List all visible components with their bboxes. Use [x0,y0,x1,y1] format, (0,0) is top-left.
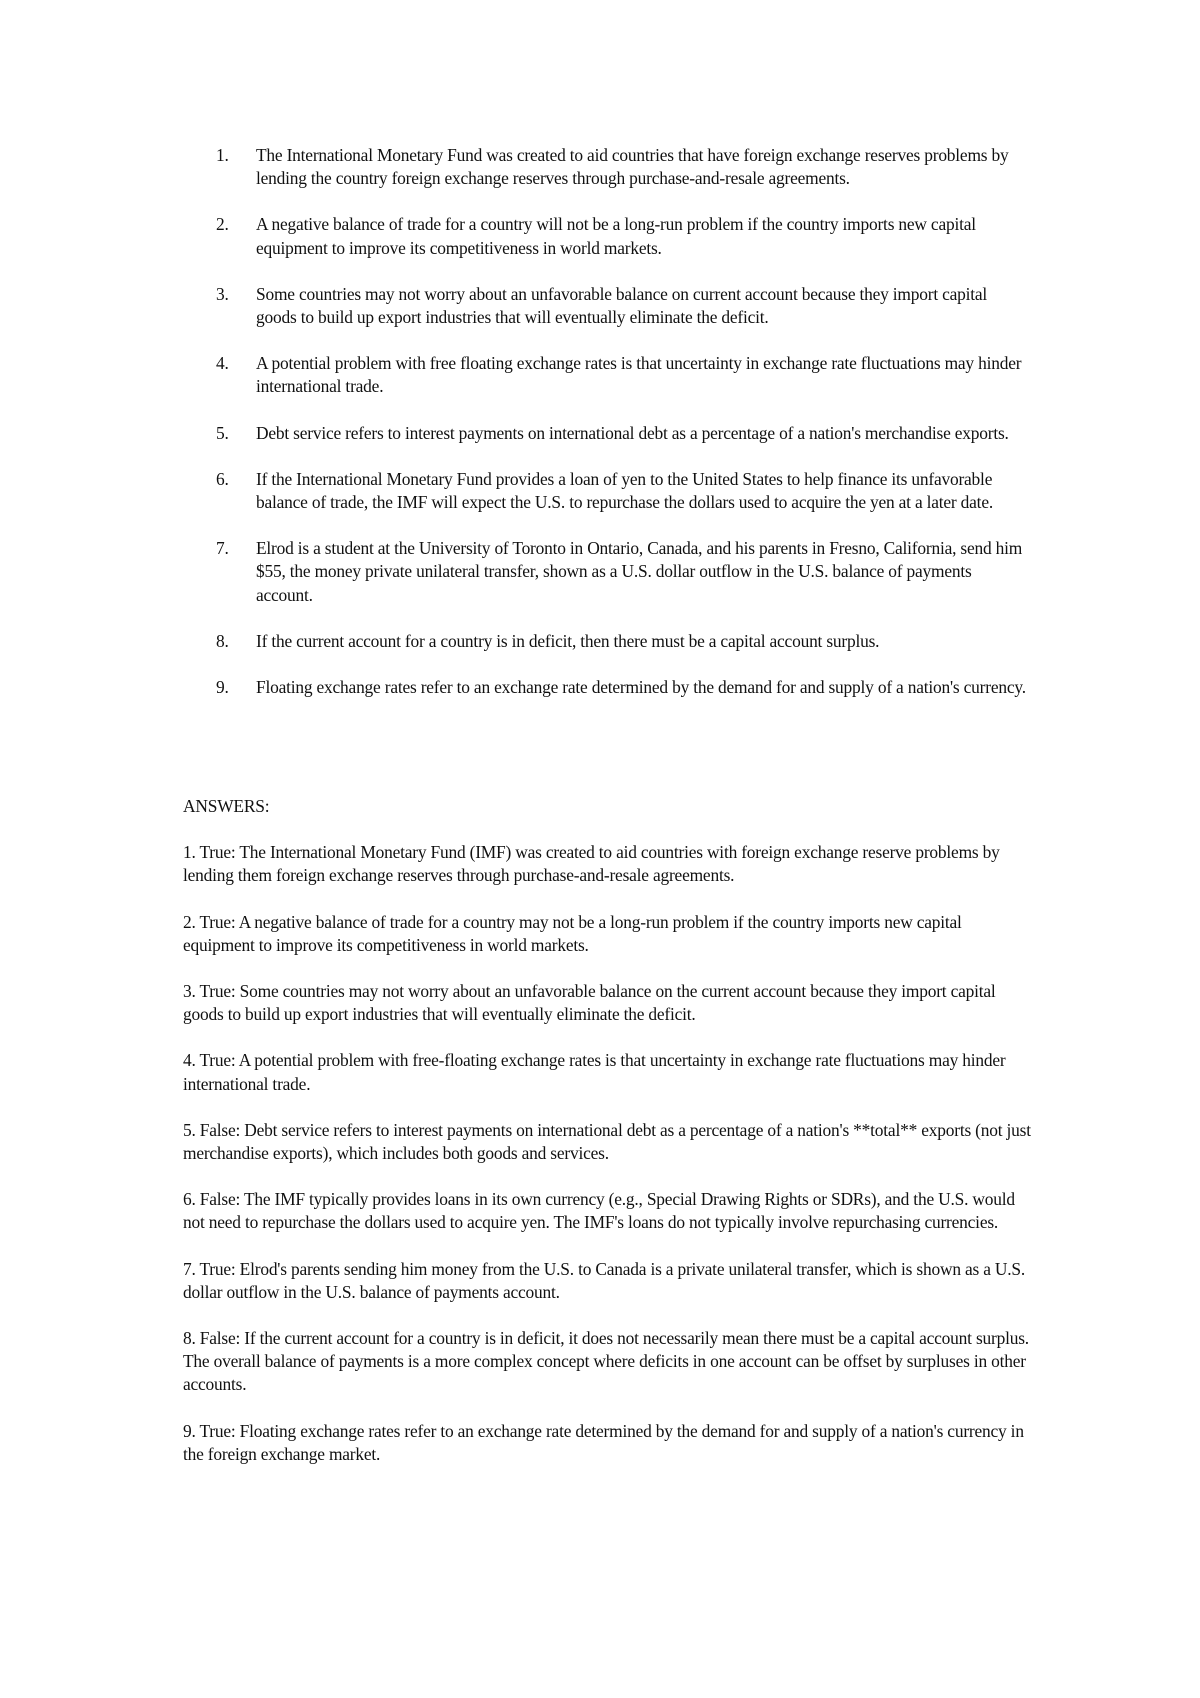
question-item [216,283,1028,329]
question-text: The International Monetary Fund was created to aid countries that have foreign exchange reserves problems by lending the country foreign exchange reserves through purchase-and-resale agreements. [256,145,1009,189]
question-number: 9. [216,677,229,698]
answer-item: 6. False: The IMF typically provides loans in its own currency (e.g., Special Drawing Rights or SDRs), and the U.S. would not need to repurchase the dollars used to acquire yen. The IMF's loans do not typically involve repurchasing currencies. [183,1189,1015,1233]
question-number: 5. [216,422,229,443]
question-text: A potential problem with free floating exchange rates is that uncertainty in exchange rate fluctuations may hinder international trade. [256,353,1022,397]
answer-item: 2. True: A negative balance of trade for a country may not be a long-run problem if the country imports new capital equipment to improve its competitiveness in world markets. [183,911,962,955]
question-text: Debt service refers to interest payments on international debt as a percentage of a nation's merchandise exports. [256,422,1009,443]
answer-item: 8. False: If the current account for a country is in deficit, it does not necessarily mean there must be a capital account surplus. The overall balance of payments is a more complex concept where deficits in one account can be offset by surpluses in other accounts. [183,1328,1029,1395]
answer-item: 5. False: Debt service refers to interest payments on international debt as a percentage of a nation's **total** exports (not just merchandise exports), which includes both goods and services. [183,1119,1031,1164]
question-text: Floating exchange rates refer to an exchange rate determined by the demand for and supply of a nation's currency. [256,677,1026,698]
question-number: 8. [216,630,229,651]
answers-section [183,795,1033,1489]
question-number: 7. [216,538,229,559]
question-item [216,468,1028,514]
question-text: Some countries may not worry about an unfavorable balance on current account because they import capital goods to build up export industries that will eventually eliminate the deficit. [256,283,988,328]
question-number: 4. [216,353,229,374]
question-item [216,144,1028,190]
answer-item: 3. True: Some countries may not worry about an unfavorable balance on the current account because they import capital goods to build up export industries that will eventually eliminate the deficit. [183,981,996,1025]
answers-heading: ANSWERS: [183,796,270,816]
answer-item: 9. True: Floating exchange rates refer to an exchange rate determined by the demand for and supply of a nation's currency in the foreign exchange market. [183,1420,1024,1464]
question-item [216,630,1028,653]
question-text: A negative balance of trade for a country will not be a long-run problem if the country imports new capital equipment to improve its competitiveness in world markets. [256,214,976,258]
question-number: 3. [216,283,229,304]
question-text: If the current account for a country is in deficit, then there must be a capital account surplus. [256,630,880,651]
question-number: 1. [216,145,229,165]
question-list [216,144,1028,722]
question-text: Elrod is a student at the University of Toronto in Ontario, Canada, and his parents in Fresno, California, send him $55, the money private unilateral transfer, shown as a U.S. dollar outflow in the U.S. balance of payments account. [256,538,1023,605]
question-item [216,537,1028,607]
question-item [216,352,1028,398]
answer-item: 1. True: The International Monetary Fund (IMF) was created to aid countries with foreign exchange reserve problems by lending them foreign exchange reserves through purchase-and-resale agreements. [183,842,1000,886]
answer-item: 4. True: A potential problem with free-floating exchange rates is that uncertainty in exchange rate fluctuations may hinder international trade. [183,1050,1006,1094]
question-item [216,213,1028,259]
question-text: If the International Monetary Fund provides a loan of yen to the United States to help finance its unfavorable balance of trade, the IMF will expect the U.S. to repurchase the dollars used to acquire the yen at a later date. [256,468,993,513]
question-item [216,422,1028,445]
question-number: 6. [216,468,229,489]
answer-item: 7. True: Elrod's parents sending him money from the U.S. to Canada is a private unilateral transfer, which is shown as a U.S. dollar outflow in the U.S. balance of payments account. [183,1258,1025,1302]
question-item [216,676,1028,699]
question-number: 2. [216,214,229,235]
